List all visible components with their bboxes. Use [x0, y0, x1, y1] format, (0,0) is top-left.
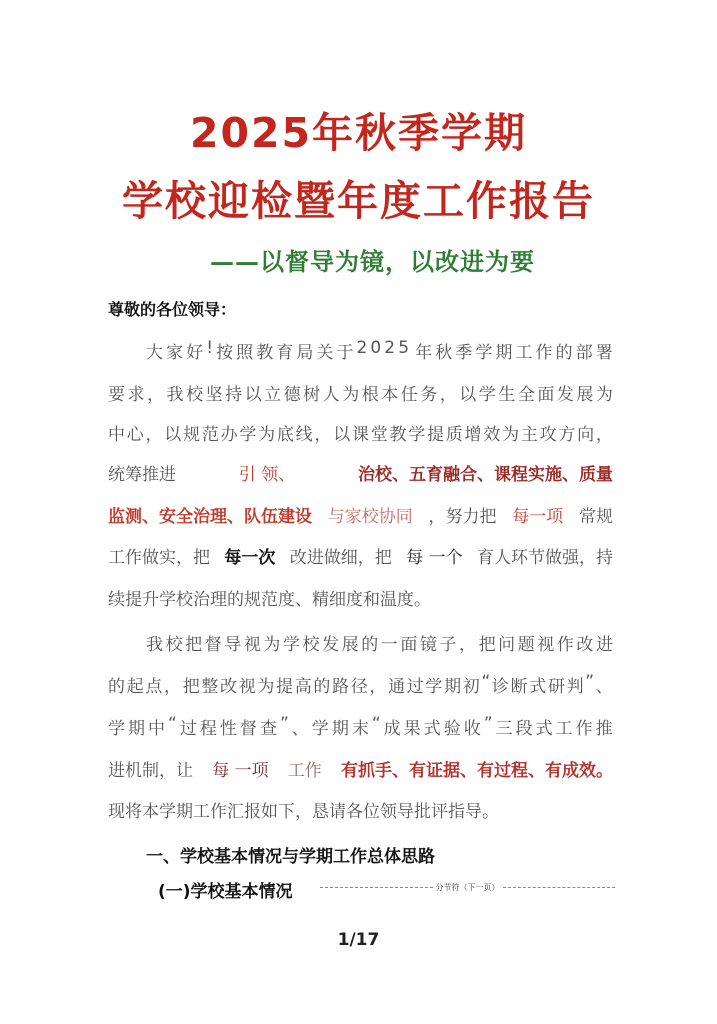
- heading-1: 一、学校基本情况与学期工作总体思路: [146, 847, 435, 867]
- paragraph-1-line: 大 家 好 ! 按 照 教 育 局 关 于 2 0 2 5 年 秋 季 学 期 工 作 的 部 署: [146, 338, 613, 363]
- section-break-line: [320, 887, 433, 888]
- text: 进机制，让: [108, 761, 193, 781]
- text: 常规: [579, 507, 613, 527]
- section-break-label: 分节符（下一页）: [435, 882, 500, 892]
- paragraph-2-line: [108, 756, 613, 781]
- emphasis-text: 每 一项: [212, 761, 269, 781]
- text: 统筹推进: [108, 465, 176, 485]
- title-line-2: 学校迎检暨年度工作报告: [122, 177, 595, 225]
- highlight-text: 引 领、: [238, 465, 296, 485]
- page-number: 1/17: [337, 930, 380, 950]
- paragraph-1-line: [108, 502, 613, 527]
- text: ，努力把: [428, 507, 497, 527]
- highlight-text: 与家校协同: [327, 507, 413, 527]
- paragraph-1-line: 续提升学校治理的规范度、精细度和温度。: [108, 590, 431, 610]
- emphasis-text: 每 一个: [406, 548, 463, 568]
- highlight-text: 每一项: [512, 507, 564, 527]
- paragraph-1-line: [108, 460, 613, 485]
- section-break-line: [503, 887, 616, 888]
- section-break: [320, 880, 615, 894]
- title-line-1: 2025年秋季学期: [189, 109, 528, 157]
- highlight-text: 治校、五育融合、课程实施、质量: [358, 465, 613, 485]
- paragraph-1-line: 要 求 ， 我 校 坚 持 以 立 德 树 人 为 根 本 任 务 ， 以 学 生 全 面 发 展 为: [108, 385, 613, 405]
- paragraph-2-line: 学 期 中 “ 过 程 性 督 查 ” 、 学 期 末 “ 成 果 式 验 收 ” 三 段 式 工 作 推: [108, 714, 613, 739]
- text: 工作做实，把: [108, 548, 210, 568]
- text: 工作: [287, 761, 322, 781]
- greeting: 尊敬的各位领导：: [108, 300, 237, 319]
- paragraph-2-line: 我 校 把 督 导 视 为 学 校 发 展 的 一 面 镜 子 ， 把 问 题 视 作 改 进: [146, 635, 613, 655]
- paragraph-2-line: 的 起 点 ， 把 整 改 视 为 提 高 的 路 径 ， 通 过 学 期 初 “ 诊 断 式 研 判 ” 、: [108, 672, 613, 697]
- heading-2: (一)学校基本情况: [158, 882, 293, 902]
- paragraph-2-line: 现将本学期工作汇报如下，恳请各位领导批评指导。: [108, 802, 499, 822]
- bold-text: 每一次: [224, 548, 276, 568]
- text: 育人环节做强，持: [476, 548, 613, 568]
- paragraph-1-line: 中 心 ， 以 规 范 办 学 为 底 线 ， 以 课 堂 教 学 提 质 增 效 为 主 攻 方 向 ，: [108, 425, 613, 445]
- paragraph-1-line: [108, 543, 613, 568]
- highlight-text: 有抓手、有证据、有过程、有成效。: [340, 761, 613, 781]
- highlight-text: 监测、安全治理、队伍建设: [108, 507, 312, 527]
- text: 改进做细，把: [289, 548, 392, 568]
- subtitle: ——以督导为镜，以改进为要: [210, 247, 535, 276]
